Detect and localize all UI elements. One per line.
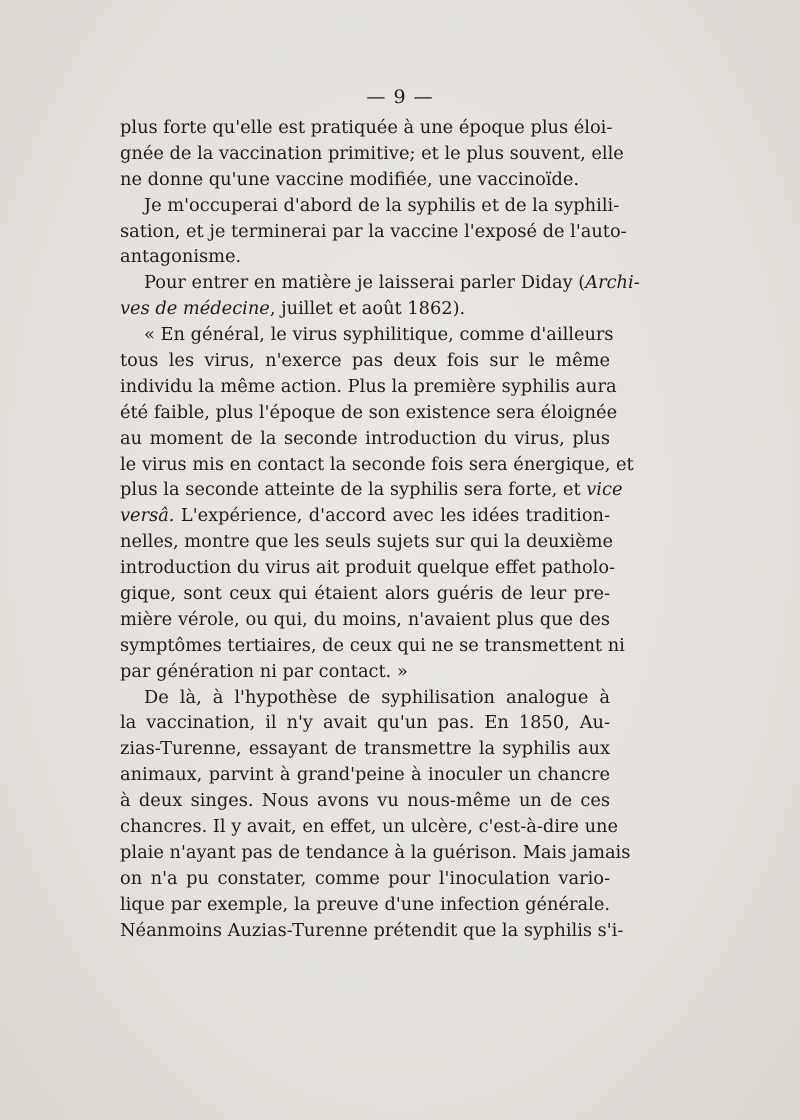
text-line xyxy=(120,270,640,296)
text-line xyxy=(120,762,610,788)
line-italic-text: vice xyxy=(586,479,623,501)
text-line xyxy=(120,400,618,426)
line-text: « En général, le virus syphilitique, comme d'ailleurs xyxy=(144,324,614,346)
text-line xyxy=(120,633,625,659)
line-text: été faible, plus l'époque de son existence sera éloignée xyxy=(120,401,618,423)
line-text: le virus mis en contact la seconde fois sera énergique, et xyxy=(120,453,634,475)
line-text: symptômes tertiaires, de ceux qui ne se transmettent ni xyxy=(120,634,625,656)
line-text: plaie n'ayant pas de tendance à la guérison. Mais jamais xyxy=(120,841,631,863)
text-line xyxy=(120,555,616,581)
line-text: plus forte qu'elle est pratiquée à une époque plus éloi- xyxy=(120,117,613,138)
page-number: — 9 — xyxy=(366,86,434,108)
body-text xyxy=(120,115,640,944)
line-text: De là, à l'hypothèse de syphilisation analogue à xyxy=(144,686,610,708)
text-line xyxy=(120,814,619,840)
line-text: ne donne qu'une vaccine modifiée, une vaccinoïde. xyxy=(120,168,580,190)
line-italic-text: ves de médecine xyxy=(120,298,270,320)
line-italic-text: versâ. xyxy=(120,505,175,527)
line-text: lique par exemple, la preuve d'une infection générale. xyxy=(120,893,610,915)
line-text: gnée de la vaccination primitive; et le plus souvent, elle xyxy=(120,142,624,164)
line-text: nelles, montre que les seuls sujets sur qui la deuxième xyxy=(120,531,614,553)
line-text: au moment de la seconde introduction du virus, plus xyxy=(120,427,610,449)
text-line xyxy=(120,840,631,866)
text-line xyxy=(120,581,610,607)
line-text: gique, sont ceux qui étaient alors guéris de leur pre- xyxy=(120,583,610,605)
text-line xyxy=(120,244,610,270)
text-line xyxy=(120,141,624,167)
text-line xyxy=(120,659,610,685)
line-text: Néanmoins Auzias-Turenne prétendit que la syphilis s'i- xyxy=(120,919,624,941)
line-text: individu la même action. Plus la première syphilis aura xyxy=(120,375,617,397)
text-line xyxy=(120,788,610,814)
line-text: tous les virus, n'exerce pas deux fois sur le même xyxy=(120,350,610,372)
text-line xyxy=(120,167,610,193)
text-line xyxy=(120,219,627,245)
text-line xyxy=(120,452,634,478)
text-line xyxy=(120,322,614,348)
line-text: L'expérience, d'accord avec les idées tradition- xyxy=(174,505,610,527)
text-line xyxy=(120,529,614,555)
text-line xyxy=(120,193,620,219)
line-text: mière vérole, ou qui, du moins, n'avaient plus que des xyxy=(120,608,610,630)
line-text: sation, et je terminerai par la vaccine l'exposé de l'auto- xyxy=(120,220,627,242)
line-text: zias-Turenne, essayant de transmettre la syphilis aux xyxy=(120,738,610,760)
line-text: la vaccination, il n'y avait qu'un pas. En 1850, Au- xyxy=(120,712,610,734)
line-text: plus la seconde atteinte de la syphilis sera forte, et xyxy=(120,479,587,501)
text-line xyxy=(120,296,610,322)
text-line xyxy=(120,685,610,711)
text-line xyxy=(120,374,617,400)
text-line xyxy=(120,477,623,503)
line-text: par génération ni par contact. » xyxy=(120,660,408,682)
line-italic-text: Archi- xyxy=(585,272,640,294)
text-line xyxy=(120,892,610,918)
text-line xyxy=(120,710,610,736)
text-line xyxy=(120,426,610,452)
text-line xyxy=(120,503,610,529)
line-text: animaux, parvint à grand'peine à inoculer un chancre xyxy=(120,764,610,786)
line-text: Je m'occuperai d'abord de la syphilis et de la syphili- xyxy=(144,194,620,216)
line-text: on n'a pu constater, comme pour l'inoculation vario- xyxy=(120,867,610,889)
text-line xyxy=(120,348,610,374)
line-text: introduction du virus ait produit quelque effet patholo- xyxy=(120,557,616,579)
text-line xyxy=(120,115,613,141)
line-text: antagonisme. xyxy=(120,246,242,268)
text-line xyxy=(120,918,624,944)
line-text: chancres. Il y avait, en effet, un ulcère, c'est-à-dire une xyxy=(120,816,619,838)
text-line xyxy=(120,607,610,633)
line-text: , juillet et août 1862). xyxy=(269,298,466,320)
line-text: Pour entrer en matière je laisserai parler Diday ( xyxy=(144,272,586,294)
text-line xyxy=(120,866,610,892)
text-line xyxy=(120,736,610,762)
line-text: à deux singes. Nous avons vu nous-même un de ces xyxy=(120,790,610,812)
